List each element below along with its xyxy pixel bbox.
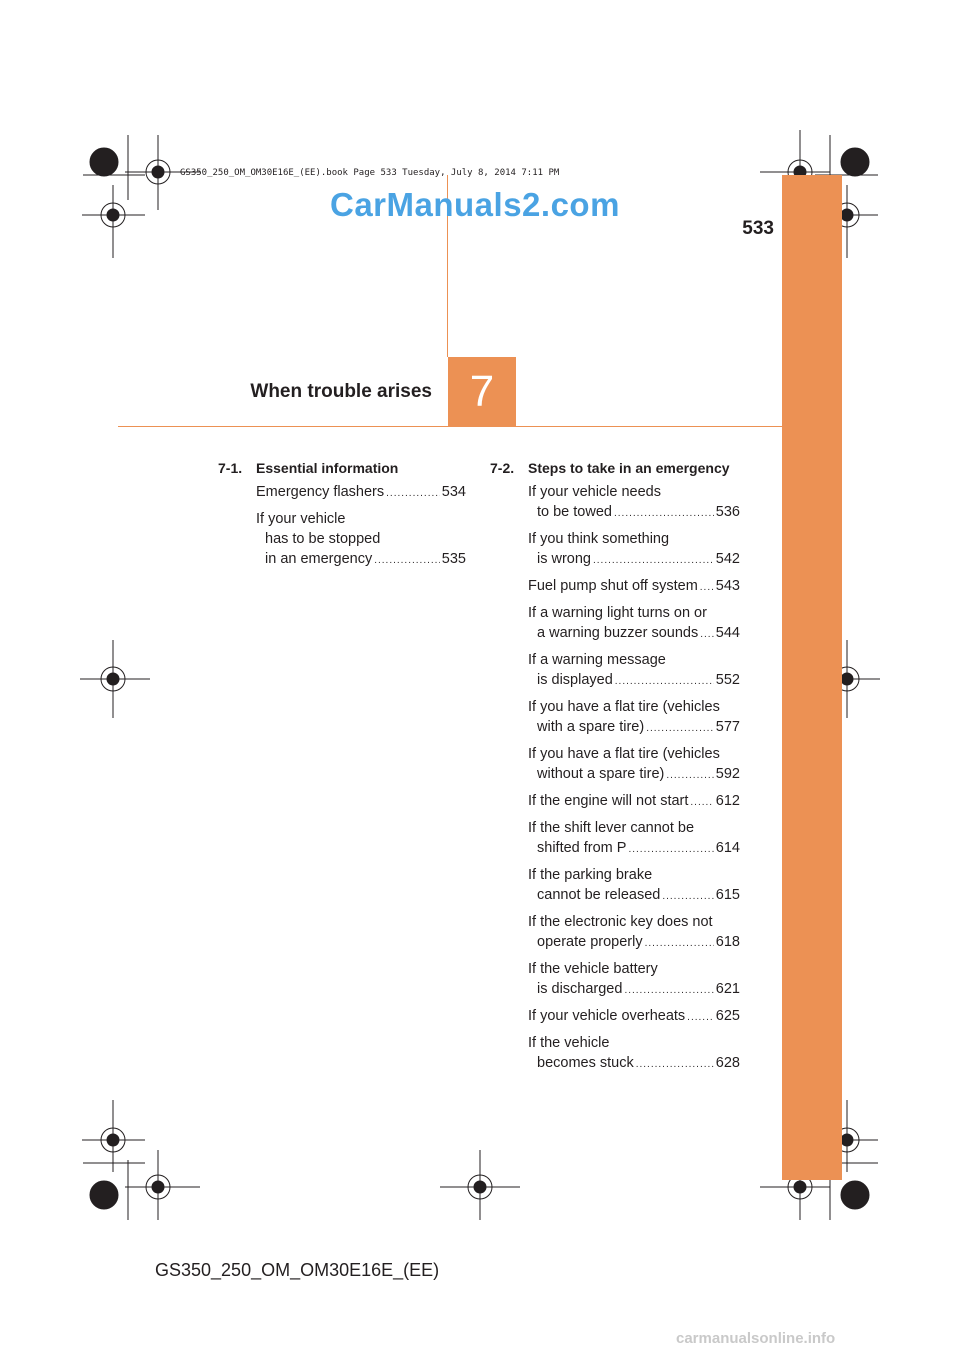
leader-dots (628, 838, 713, 860)
toc-entry-text: If the engine will not start (528, 793, 689, 809)
toc-page-number: 577 (715, 719, 740, 735)
toc-entry[interactable] (528, 1006, 740, 1028)
section-7-1 (218, 460, 466, 576)
leader-dots (700, 623, 714, 645)
toc-entry-text: shifted from P (537, 840, 627, 856)
footer-code: GS350_250_OM_OM30E16E_(EE) (155, 1260, 440, 1280)
toc-entry[interactable] (528, 482, 740, 524)
toc-page-number: 552 (715, 672, 740, 688)
toc-entry-text: If you have a flat tire (vehicles (528, 699, 720, 715)
toc-entry-text: with a spare tire) (537, 719, 645, 735)
toc-entry-text: operate properly (537, 934, 643, 950)
toc-entry-text: If your vehicle (256, 511, 346, 527)
leader-dots (646, 717, 714, 739)
toc-entry-text: Emergency flashers (256, 484, 385, 500)
toc-entry-text: is discharged (537, 981, 623, 997)
toc-entry-text: If a warning light turns on or (528, 605, 707, 621)
toc-page-number: 535 (441, 551, 466, 567)
toc-page-number: 542 (715, 551, 740, 567)
toc-page-number: 621 (715, 981, 740, 997)
toc-page-number: 614 (715, 840, 740, 856)
toc-page-number: 625 (715, 1008, 740, 1024)
toc-entry-text: in an emergency (265, 551, 373, 567)
leader-dots (593, 549, 714, 571)
section-number: 7-1. (218, 460, 243, 476)
toc-page-number: 618 (715, 934, 740, 950)
toc-entry[interactable] (528, 650, 740, 692)
page-number: 533 (742, 218, 774, 239)
section-title: Steps to take in an emergency (528, 460, 730, 476)
toc-entry[interactable] (256, 509, 466, 571)
toc-entry-text: If your vehicle overheats (528, 1008, 686, 1024)
leader-dots (624, 979, 713, 1001)
toc-entry-text: If you have a flat tire (vehicles (528, 746, 720, 762)
toc-page-number: 536 (715, 504, 740, 520)
toc-page-number: 615 (715, 887, 740, 903)
leader-dots (614, 502, 714, 524)
leader-dots (690, 791, 713, 813)
toc-entry-text: is displayed (537, 672, 613, 688)
toc-entry-text: to be towed (537, 504, 612, 520)
leader-dots (662, 885, 713, 907)
toc-page-number: 544 (715, 625, 740, 641)
chapter-number: 7 (448, 357, 516, 427)
toc-entry[interactable] (528, 744, 740, 786)
leader-dots (374, 549, 440, 571)
leader-dots (666, 764, 713, 786)
section-title: Essential information (256, 460, 399, 476)
leader-dots (687, 1006, 714, 1028)
toc-entry[interactable] (528, 865, 740, 907)
toc-entry-text: cannot be released (537, 887, 661, 903)
toc-entry[interactable] (528, 791, 740, 813)
section-number: 7-2. (490, 460, 515, 476)
leader-dots (386, 482, 440, 504)
toc-entry-text: Fuel pump shut off system (528, 578, 698, 594)
chapter-title: When trouble arises (250, 381, 432, 402)
toc-entry-text: If the parking brake (528, 867, 653, 883)
book-info: GS350_250_OM_OM30E16E_(EE).book Page 533 Tuesday, July 8, 2014 7:11 PM (180, 168, 560, 178)
toc-entry-text: a warning buzzer sounds (537, 625, 699, 641)
toc-entry-text: becomes stuck (537, 1055, 634, 1071)
toc-entry-text: If the vehicle battery (528, 961, 658, 977)
toc-page-number: 543 (715, 578, 740, 594)
toc-entry[interactable] (528, 529, 740, 571)
toc-entry-text: If your vehicle needs (528, 484, 661, 500)
toc-entry-text: is wrong (537, 551, 591, 567)
toc-page-number: 612 (715, 793, 740, 809)
toc-entry-text: without a spare tire) (537, 766, 665, 782)
toc-entry[interactable] (528, 912, 740, 954)
toc-entry[interactable] (528, 697, 740, 739)
toc-entry[interactable] (528, 576, 740, 598)
toc-entry[interactable] (256, 482, 466, 504)
watermark[interactable]: CarManuals2.com (330, 186, 620, 223)
toc-page-number: 628 (715, 1055, 740, 1071)
chapter-tab-bar (782, 175, 842, 1180)
toc-entry[interactable] (528, 1033, 740, 1075)
toc-entry-text: If a warning message (528, 652, 666, 668)
toc-page-number: 592 (715, 766, 740, 782)
toc-entry-text: If the shift lever cannot be (528, 820, 695, 836)
toc-entry[interactable] (528, 818, 740, 860)
toc-entry[interactable] (528, 603, 740, 645)
leader-dots (636, 1053, 714, 1075)
toc-entry-text: has to be stopped (265, 531, 381, 547)
toc-entry-text: If the electronic key does not (528, 914, 713, 930)
leader-dots (700, 576, 714, 598)
leader-dots (615, 670, 714, 692)
toc-entry-text: If you think something (528, 531, 670, 547)
toc-entry[interactable] (528, 959, 740, 1001)
leader-dots (645, 932, 714, 954)
toc-page-number: 534 (441, 484, 466, 500)
footer-site[interactable]: carmanualsonline.info (676, 1330, 836, 1347)
section-7-2 (490, 460, 740, 1080)
toc-entry-text: If the vehicle (528, 1035, 610, 1051)
